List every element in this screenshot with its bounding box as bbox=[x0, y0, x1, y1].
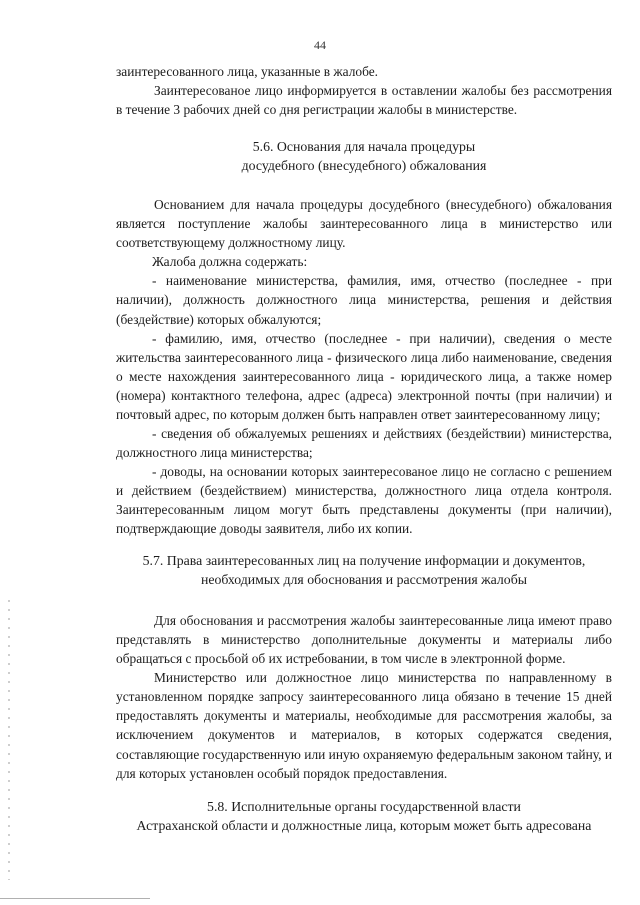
section-5-7-heading-line2: необходимых для обоснования и рассмотрения жалобы bbox=[201, 572, 527, 588]
section-5-6-list-item-arguments: - доводы, на основании которых заинтересованое лицо не согласно с решением и действием (бездействием) министерства, должностного лица отдела контроля. Заинтересованным лицом могут быть представлены документы (при наличии), подтверждающие доводы заявителя, либо их копии. bbox=[116, 463, 612, 537]
section-5-8-heading-line2: Астраханской области и должностные лица, которым может быть адресована bbox=[136, 817, 592, 833]
section-5-7-heading-line1: 5.7. Права заинтересованных лиц на получение информации и документов, bbox=[142, 553, 586, 569]
section-5-8-heading bbox=[116, 797, 612, 835]
page-number: 44 bbox=[314, 38, 326, 52]
paragraph-continuation: заинтересованного лица, указанные в жалобе. bbox=[116, 64, 379, 79]
scan-margin-marks bbox=[8, 600, 10, 880]
paragraph-notification: Заинтересованое лицо информируется в оставлении жалобы без рассмотрения в течение 3 рабочих дней со дня регистрации жалобы в министерстве. bbox=[116, 83, 612, 118]
section-5-6-paragraph-basis: Основанием для начала процедуры досудебного (внесудебного) обжалования является поступление жалобы заинтересованного лица в министерство или соответствующему должностному лицу. bbox=[116, 197, 612, 251]
section-5-6-heading-line2: досудебного (внесудебного) обжалования bbox=[241, 158, 487, 174]
scan-bottom-edge bbox=[0, 898, 150, 899]
section-5-7-heading bbox=[116, 551, 612, 589]
section-5-7-paragraph-obligations: Министерство или должностное лицо министерства по направленному в установленном порядке запросу заинтересованного лица обязано в течение 15 дней предоставлять документы и материалы, необходимые для рассмотрения жалобы, за исключением документов и материалов, в которых содержатся сведения, составляющие государственную или иную охраняемую федеральным законом тайну, и для которых установлен особый порядок предоставления. bbox=[116, 670, 612, 781]
document-body bbox=[116, 62, 612, 835]
section-5-6-list-item-applicant: - фамилию, имя, отчество (последнее - при наличии), сведения о месте жительства заинтересованного лица - физического лица либо наименование, сведения о месте нахождения заинтересованного лица - юридического лица, а также номер (номера) контактного телефона, адрес (адреса) электронной почты (при наличии) и почтовый адрес, по которым должен быть направлен ответ заинтересованному лицу; bbox=[116, 330, 612, 422]
section-5-6-heading bbox=[116, 137, 612, 175]
section-5-8-heading-line1: 5.8. Исполнительные органы государственной власти bbox=[207, 798, 521, 814]
section-5-7-paragraph-rights: Для обоснования и рассмотрения жалобы заинтересованные лица имеют право представлять в министерство дополнительные документы и материалы либо обращаться с просьбой об их истребовании, в том числе в электронной форме. bbox=[116, 613, 612, 667]
section-5-6-paragraph-contents-intro: Жалоба должна содержать: bbox=[152, 254, 308, 270]
section-5-6-list-item-ministry: - наименование министерства, фамилия, имя, отчество (последнее - при наличии), должность должностного лица министерства, решения и действия (бездействие) которых обжалуются; bbox=[116, 273, 612, 327]
section-5-6-list-item-decisions: - сведения об обжалуемых решениях и действиях (бездействии) министерства, должностного лица министерства; bbox=[116, 425, 612, 460]
section-5-6-heading-line1: 5.6. Основания для начала процедуры bbox=[252, 139, 476, 155]
